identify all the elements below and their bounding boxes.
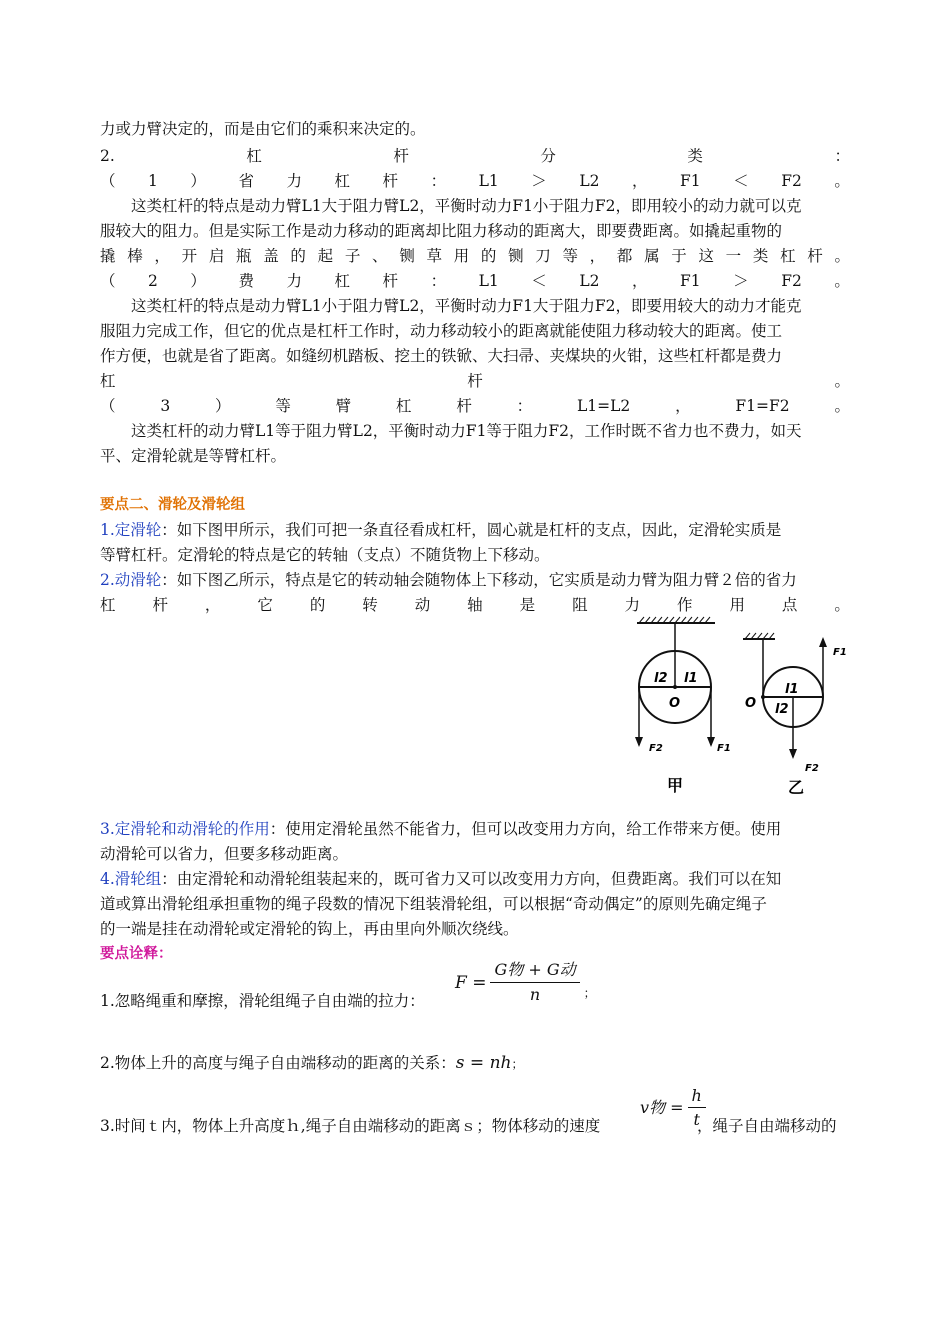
formula-denominator: t (693, 1110, 700, 1129)
formula-fraction (490, 960, 579, 1005)
spread-char: 它 (257, 596, 273, 614)
spread-char: ） (215, 397, 231, 415)
spread-char: 的 (309, 596, 326, 614)
pulley-function-text: ：使用定滑轮虽然不能省力，但可以改变用力方向，给工作带来方便。使用 (269, 820, 782, 838)
spread-char: 撬 (100, 247, 116, 265)
spread-char: 杠 (334, 272, 351, 290)
spread-char: 力 (286, 272, 302, 290)
pulley-figure (625, 615, 865, 800)
f1-label: F1 (833, 647, 847, 658)
fulcrum-o-label: O (745, 696, 757, 711)
spread-char: F1 (680, 172, 701, 190)
spread-char: 等 (562, 247, 578, 265)
formula-numerator: h (688, 1086, 706, 1108)
paragraph-line: 等臂杠杆。定滑轮的特点是它的转轴（支点）不随货物上下移动。 (100, 546, 550, 564)
formula-lhs: F = (455, 972, 487, 993)
fixed-pulley-item (100, 519, 850, 541)
spread-char: 是 (519, 596, 536, 614)
spread-char: 力 (286, 172, 302, 190)
spread-char: 等 (275, 397, 291, 415)
paragraph-line: 力或力臂决定的，而是由它们的乘积来决定的。 (100, 120, 426, 138)
movable-pulley-label: 2.动滑轮 (100, 571, 162, 589)
spread-char: 起 (317, 247, 334, 265)
pulley-function-label: 3.定滑轮和动滑轮的作用 (100, 820, 270, 838)
movable-pulley-tail-line (100, 594, 850, 616)
spread-char: 力 (624, 596, 641, 614)
note-2 (100, 1052, 850, 1075)
class3-definition (100, 395, 850, 417)
note2-text: 2.物体上升的高度与绳子自由端移动的距离的关系： (100, 1054, 456, 1072)
spread-char: 。 (834, 247, 850, 265)
movable-pulley-diagram (743, 633, 847, 797)
movable-pulley-item (100, 569, 850, 591)
spread-char: 。 (834, 372, 850, 390)
spread-char: 点 (781, 596, 798, 614)
spread-char: ＜ (531, 272, 547, 290)
formula-lhs: v物 = (640, 1098, 684, 1117)
spread-char: 1 (148, 172, 158, 190)
spread-char: 瓶 (236, 247, 252, 265)
fixed-pulley-diagram (635, 617, 731, 795)
f2-label: F2 (649, 743, 663, 754)
spread-char: 启 (208, 247, 225, 265)
spread-char: 。 (834, 596, 850, 614)
spread-char: ： (834, 147, 850, 165)
spread-char: 盖 (263, 247, 279, 265)
spread-char: 棒 (127, 247, 143, 265)
movable-pulley-text: ：如下图乙所示，特点是它的转动轴会随物体上下移动，它实质是动力臂为阻力臂２倍的省力 (161, 571, 797, 589)
l2-label: l2 (654, 671, 668, 686)
spread-char: 杠 (100, 372, 116, 390)
spread-char: 杆 (467, 372, 483, 390)
spread-char: F2 (781, 272, 802, 290)
class3-desc-line: 平、定滑轮就是等臂杠杆。 (100, 447, 287, 465)
spread-char: 杠 (100, 596, 116, 614)
spread-char: ， (204, 596, 221, 614)
spread-char: 这 (698, 247, 714, 265)
f2-label: F2 (805, 763, 819, 774)
l1-label: l1 (785, 682, 799, 697)
note1-formula (455, 960, 596, 1005)
spread-char: F2 (781, 172, 802, 190)
l1-label: l1 (684, 671, 698, 686)
class2-desc-line: 服阻力完成工作，但它的优点是杠杆工作时，动力移动较小的距离就能使阻力移动较大的距离。使工 (100, 322, 783, 340)
spread-char: 用 (729, 596, 745, 614)
class1-desc-line: 服较大的阻力。但是实际工作是动力移动的距离却比阻力移动的距离大，即要费距离。如撬起重物的 (100, 222, 783, 240)
class1-definition (100, 170, 850, 192)
spread-char: 的 (480, 247, 497, 265)
spread-char: 3 (160, 397, 171, 415)
movable-pulley-caption: 乙 (788, 778, 805, 797)
spread-char: 费 (238, 272, 254, 290)
spread-char: L2 (579, 172, 600, 190)
spread-char: 。 (834, 397, 850, 415)
class3-desc-line: 这类杠杆的动力臂L1等于阻力臂L2，平衡时动力F1等于阻力F2，工作时既不省力也不费力，如天 (131, 422, 802, 440)
spread-char: 一 (725, 247, 742, 265)
class2-desc-line: 作方便，也就是省了距离。如缝纫机踏板、挖土的铁锨、大扫帚、夹煤块的火钳，这些杠杆都是费力 (100, 347, 783, 365)
spread-char: 开 (181, 247, 198, 265)
spread-char: L1 (478, 272, 499, 290)
spread-char: ， (631, 272, 648, 290)
pulley-function-item (100, 818, 850, 840)
spread-char: ＞ (733, 272, 749, 290)
lever-classification-heading (100, 145, 850, 167)
spread-char: F1 (680, 272, 701, 290)
spread-char: ＜ (733, 172, 749, 190)
spread-char: ） (190, 172, 206, 190)
spread-char: 杆 (807, 247, 823, 265)
f1-label: F1 (717, 743, 731, 754)
class2-definition (100, 270, 850, 292)
spread-char: 的 (290, 247, 306, 265)
spread-char: F1=F2 (735, 397, 790, 415)
formula-numerator: G物 + G动 (490, 960, 579, 983)
pulley-block-label: 4.滑轮组 (100, 870, 162, 888)
spread-char: ） (190, 272, 206, 290)
note3-tail: ，绳子自由端移动的 (697, 1117, 837, 1135)
spread-char: 都 (616, 247, 633, 265)
spread-char: 轴 (467, 596, 483, 614)
notes-title: 要点诠释： (100, 946, 173, 962)
spread-char: L1=L2 (576, 397, 631, 415)
spread-char: （ (100, 397, 116, 415)
note2-formula: s = nh (455, 1053, 512, 1073)
spread-char: ， (631, 172, 648, 190)
spread-char: 杆 (393, 147, 409, 165)
formula-denominator: n (529, 985, 541, 1004)
spread-char: 2. (100, 147, 115, 165)
spread-char: 子 (344, 247, 361, 265)
spread-char: 动 (414, 596, 431, 614)
spread-char: 铡 (399, 247, 415, 265)
spread-char: 于 (671, 247, 687, 265)
formula-tail: ； (583, 985, 596, 1000)
paragraph-line: 的一端是挂在动滑轮或定滑轮的钩上，再由里向外顺次绕线。 (100, 920, 519, 938)
spread-char: 草 (426, 247, 442, 265)
class2-desc-line: 这类杠杆的特点是动力臂L1小于阻力臂L2，平衡时动力F1大于阻力F2，即要用较大的动力才能克 (131, 297, 802, 315)
spread-char: ， (675, 397, 691, 415)
spread-char: 2 (148, 272, 158, 290)
paragraph-line: 动滑轮可以省力，但要多移动距离。 (100, 845, 349, 863)
spread-char: 臂 (335, 397, 352, 415)
class2-tail-line (100, 370, 850, 392)
spread-char: 杆 (152, 596, 168, 614)
spread-char: 类 (687, 147, 703, 165)
pulley-block-text: ：由定滑轮和动滑轮组装起来的，既可省力又可以改变用力方向，但费距离。我们可以在知 (161, 870, 782, 888)
spread-char: 杠 (246, 147, 262, 165)
spread-char: 。 (834, 172, 850, 190)
spread-char: 。 (834, 272, 850, 290)
note2-tail: ； (511, 1057, 524, 1071)
spread-char: 、 (372, 247, 388, 265)
spread-char: 用 (453, 247, 470, 265)
spread-char: 杆 (382, 272, 399, 290)
pulley-block-item (100, 868, 850, 890)
spread-char: 作 (676, 596, 693, 614)
fixed-pulley-text: ：如下图甲所示，我们可把一条直径看成杠杆，圆心就是杠杆的支点，因此，定滑轮实质是 (161, 521, 782, 539)
fulcrum-o-label: O (669, 696, 681, 711)
spread-char: ， (154, 247, 170, 265)
spread-char: ， (589, 247, 606, 265)
spread-char: 刀 (535, 247, 551, 265)
note3-formula (640, 1086, 706, 1129)
spread-char: 铡 (508, 247, 524, 265)
fixed-pulley-caption: 甲 (667, 776, 684, 795)
spread-char: 杆 (382, 172, 399, 190)
spread-char: L2 (579, 272, 600, 290)
note-1: 1.忽略绳重和摩擦，滑轮组绳子自由端的拉力： (100, 992, 425, 1010)
spread-char: 分 (540, 147, 556, 165)
spread-char: 杠 (396, 397, 412, 415)
spread-char: 类 (752, 247, 769, 265)
spread-char: ＞ (531, 172, 547, 190)
spread-char: （ (100, 272, 116, 290)
spread-char: 转 (362, 596, 378, 614)
spread-char: 属 (644, 247, 660, 265)
section-title: 要点二、滑轮及滑轮组 (100, 497, 245, 513)
fixed-pulley-label: 1.定滑轮 (100, 521, 162, 539)
spread-char: 杆 (456, 397, 472, 415)
spread-char: ： (430, 172, 447, 190)
l2-label: l2 (775, 702, 789, 717)
spread-char: L1 (478, 172, 499, 190)
spread-char: 阻 (572, 596, 588, 614)
spread-char: 杠 (780, 247, 796, 265)
spread-char: ： (430, 272, 447, 290)
spread-char: （ (100, 172, 116, 190)
class1-examples-line (100, 245, 850, 267)
paragraph-line: 道或算出滑轮组承担重物的绳子段数的情况下组装滑轮组，可以根据“奇动偶定”的原则先确定绳子 (100, 895, 767, 913)
class1-desc-line: 这类杠杆的特点是动力臂L1大于阻力臂L2，平衡时动力F1小于阻力F2，即用较小的动力就可以克 (131, 197, 802, 215)
spread-char: ： (516, 397, 533, 415)
spread-char: 省 (238, 172, 254, 190)
note-3: 3.时间ｔ内，物体上升高度ｈ,绳子自由端移动的距离ｓ；物体移动的速度 (100, 1117, 601, 1135)
spread-char: 杠 (334, 172, 351, 190)
